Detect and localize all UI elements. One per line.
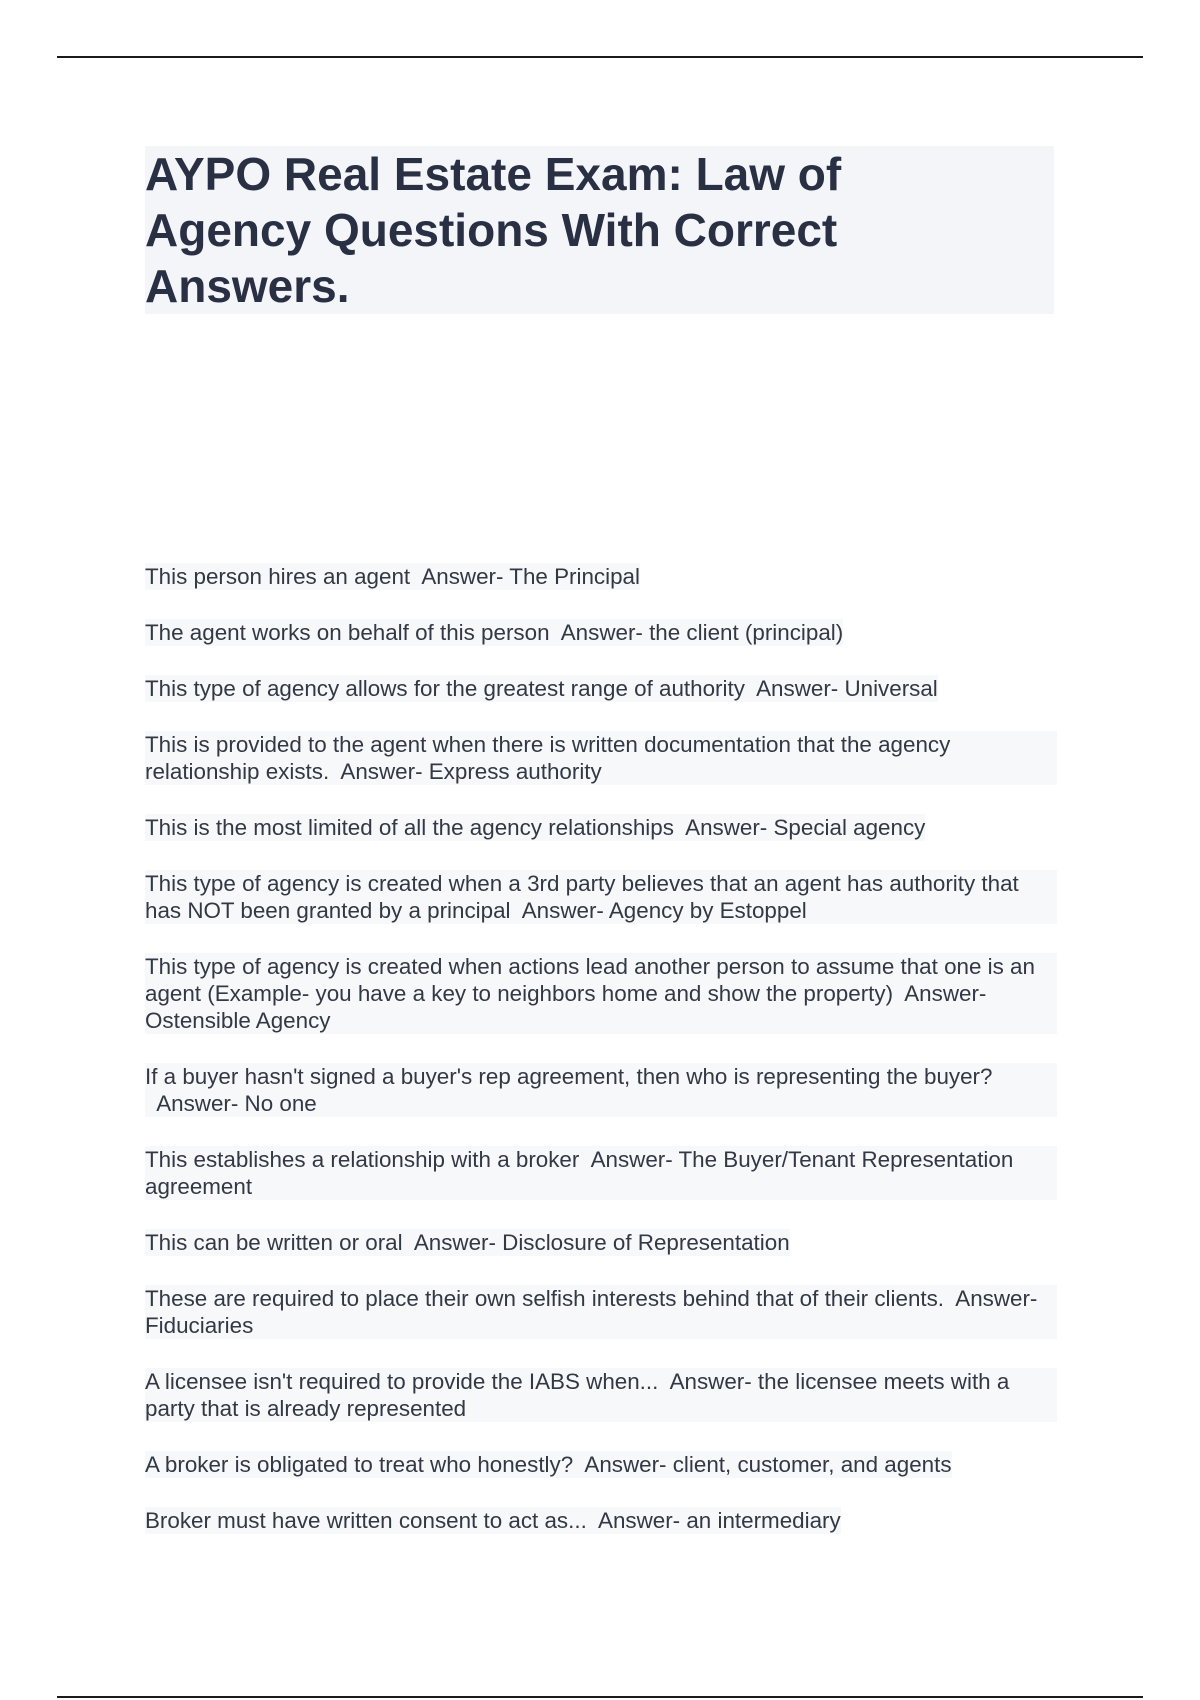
question-text: If a buyer hasn't signed a buyer's rep agreement, then who is representing the buyer? [145,1064,993,1089]
answer-text: Answer- Disclosure of Representation [413,1230,790,1255]
answer-text: Answer- Universal [756,676,938,701]
qa-item [145,814,925,841]
answer-text: Answer- client, customer, and agents [584,1452,952,1477]
qa-item [145,1451,952,1478]
qa-item [145,619,843,646]
question-text: A licensee isn't required to provide the IABS when... [145,1369,659,1394]
top-rule [57,56,1143,58]
question-text: The agent works on behalf of this person [145,620,550,645]
qa-item [145,1063,1057,1117]
question-text: A broker is obligated to treat who honestly? [145,1452,574,1477]
answer-text: Answer- the client (principal) [560,620,844,645]
question-text: This is provided to the agent when there is written documentation that the agency relationship exists. [145,732,951,784]
answer-text: Answer- the licensee meets with a party that is already represented [145,1369,1010,1421]
answer-text: Answer- an intermediary [598,1508,841,1533]
qa-item [145,953,1057,1034]
answer-text: Answer- Agency by Estoppel [521,898,807,923]
qa-item [145,1146,1057,1200]
question-text: Broker must have written consent to act as... [145,1508,587,1533]
answer-text: Answer- Express authority [340,759,602,784]
qa-item [145,731,1057,785]
qa-item [145,1507,841,1534]
answer-text: Answer- Ostensible Agency [145,981,987,1033]
qa-item [145,563,640,590]
question-text: This type of agency is created when a 3rd party believes that an agent has authority that has NOT been granted by a principal [145,871,1019,923]
question-text: This is the most limited of all the agency relationships [145,815,674,840]
qa-item [145,1285,1057,1339]
qa-item [145,675,938,702]
answer-text: Answer- Fiduciaries [145,1286,1038,1338]
title-block [145,146,1054,314]
question-text: This person hires an agent [145,564,411,589]
document-title: AYPO Real Estate Exam: Law of Agency Questions With Correct Answers. [145,148,842,312]
question-text: This type of agency is created when actions lead another person to assume that one is an agent (Example- you have a key to neighbors home and show the property) [145,954,1035,1006]
answer-text: Answer- Special agency [685,815,926,840]
question-text: This establishes a relationship with a broker [145,1147,580,1172]
question-text: This can be written or oral [145,1230,403,1255]
question-text: This type of agency allows for the greatest range of authority [145,676,745,701]
qa-item [145,1229,790,1256]
bottom-rule [57,1696,1143,1698]
qa-item [145,870,1057,924]
qa-list [145,563,1075,1563]
answer-text: Answer- The Buyer/Tenant Representation agreement [145,1147,1014,1199]
question-text: These are required to place their own selfish interests behind that of their clients. [145,1286,945,1311]
qa-item [145,1368,1057,1422]
answer-text: Answer- No one [156,1091,317,1116]
answer-text: Answer- The Principal [421,564,640,589]
